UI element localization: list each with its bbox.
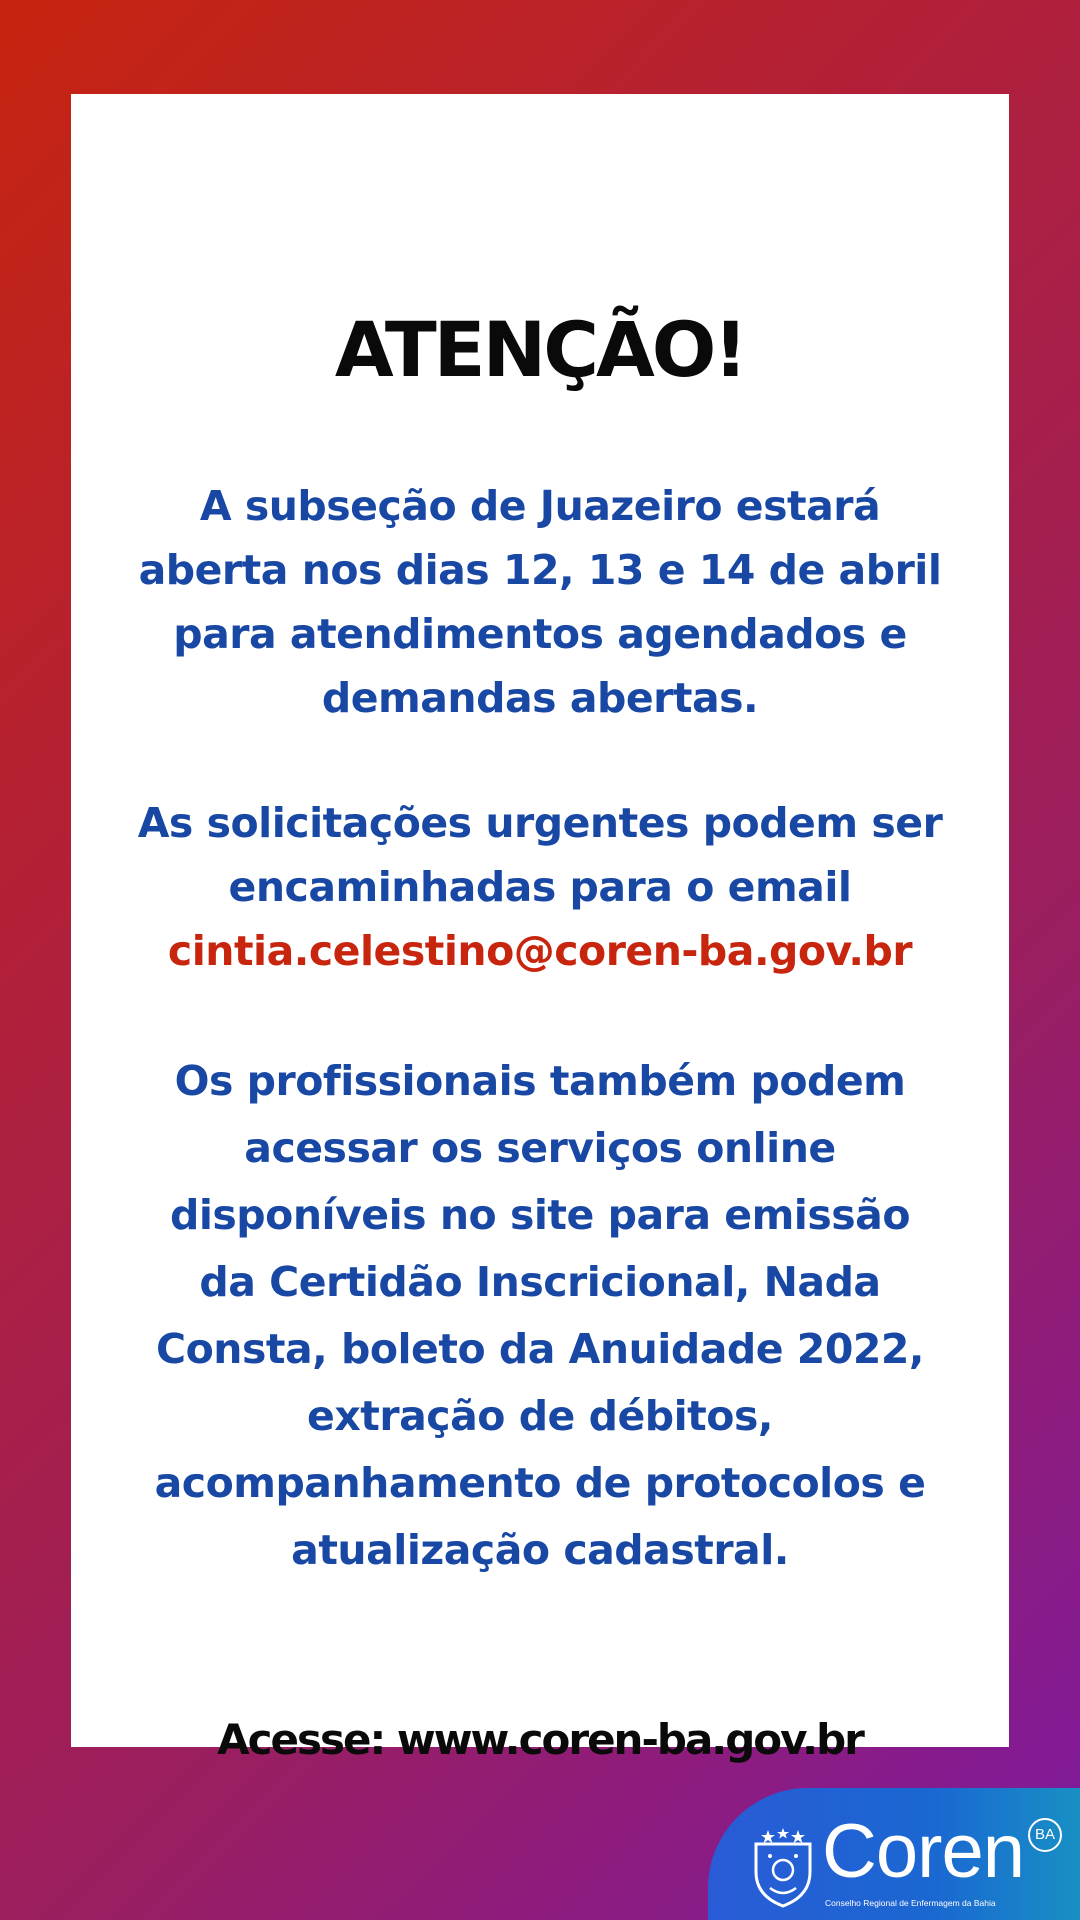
notice-title: ATENÇÃO! (334, 305, 746, 394)
paragraph-schedule (71, 474, 1009, 730)
logo-subtitle: Conselho Regional de Enfermagem da Bahia (825, 1898, 996, 1908)
notice-card (71, 94, 1009, 1764)
text-line: A subseção de Juazeiro estará (199, 482, 881, 530)
text-line: aberta nos dias 12, 13 e 14 de abril (138, 546, 942, 594)
website-link[interactable]: Acesse: www.coren-ba.gov.br (217, 1715, 863, 1764)
text-line: atualização cadastral. (291, 1526, 789, 1574)
coren-logo (708, 1788, 1080, 1920)
paragraph-online-services (71, 1048, 1009, 1584)
text-line: disponíveis no site para emissão (170, 1191, 910, 1239)
text-line: Os profissionais também podem (174, 1057, 906, 1105)
coat-of-arms-icon (748, 1826, 818, 1908)
text-line: extração de débitos, (307, 1392, 773, 1440)
text-line: encaminhadas para o email (228, 863, 852, 911)
email-link[interactable]: cintia.celestino@coren-ba.gov.br (167, 927, 913, 975)
text-line: Consta, boleto da Anuidade 2022, (156, 1325, 924, 1373)
text-line: da Certidão Inscricional, Nada (199, 1258, 881, 1306)
text-line: acompanhamento de protocolos e (154, 1459, 926, 1507)
text-line: acessar os serviços online (244, 1124, 836, 1172)
text-line: para atendimentos agendados e (173, 610, 907, 658)
text-line: As solicitações urgentes podem ser (137, 799, 943, 847)
paragraph-urgent (71, 791, 1009, 983)
logo-wordmark: Coren (822, 1809, 1024, 1894)
logo-state-badge: BA (1028, 1818, 1062, 1852)
text-line: demandas abertas. (321, 674, 759, 722)
